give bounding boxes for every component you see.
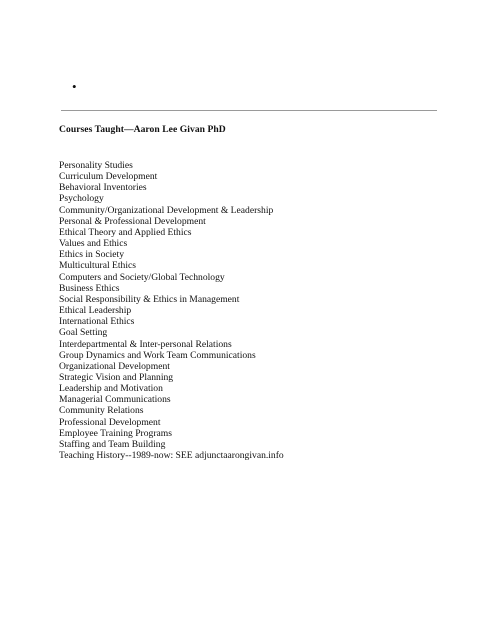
course-item: Values and Ethics	[59, 238, 128, 250]
course-item: International Ethics	[59, 316, 135, 328]
course-item: Psychology	[59, 193, 104, 205]
course-item: Business Ethics	[59, 282, 120, 294]
course-item: Employee Training Programs	[59, 427, 172, 439]
course-item: Community Relations	[59, 405, 144, 417]
course-item: Behavioral Inventories	[59, 182, 147, 194]
course-item: Social Responsibility & Ethics in Management	[59, 293, 240, 305]
course-item: Personality Studies	[59, 160, 133, 171]
course-item: Personal & Professional Development	[59, 215, 206, 227]
course-item: Staffing and Team Building	[59, 438, 166, 450]
course-item: Group Dynamics and Work Team Communications	[59, 349, 256, 361]
bullet-marker: •	[72, 79, 77, 94]
course-list	[59, 160, 284, 461]
course-item: Leadership and Motivation	[59, 383, 163, 395]
course-item: Professional Development	[59, 416, 161, 428]
course-item: Ethics in Society	[59, 249, 125, 261]
horizontal-divider	[61, 110, 437, 111]
course-item: Multicultural Ethics	[59, 260, 137, 272]
course-item: Computers and Society/Global Technology	[59, 271, 225, 283]
course-item: Community/Organizational Development & Leadership	[59, 204, 274, 216]
document-title: Courses Taught—Aaron Lee Givan PhD	[59, 124, 226, 135]
course-item: Managerial Communications	[59, 394, 171, 406]
course-item: Teaching History--1989-now: SEE adjunctaarongivan.info	[59, 450, 284, 462]
course-item: Ethical Theory and Applied Ethics	[59, 226, 192, 238]
course-item: Organizational Development	[59, 360, 170, 372]
course-item: Interdepartmental & Inter-personal Relations	[59, 338, 232, 350]
course-item: Strategic Vision and Planning	[59, 371, 174, 383]
course-item: Ethical Leadership	[59, 305, 132, 317]
course-item: Curriculum Development	[59, 171, 158, 183]
course-item: Goal Setting	[59, 327, 108, 339]
